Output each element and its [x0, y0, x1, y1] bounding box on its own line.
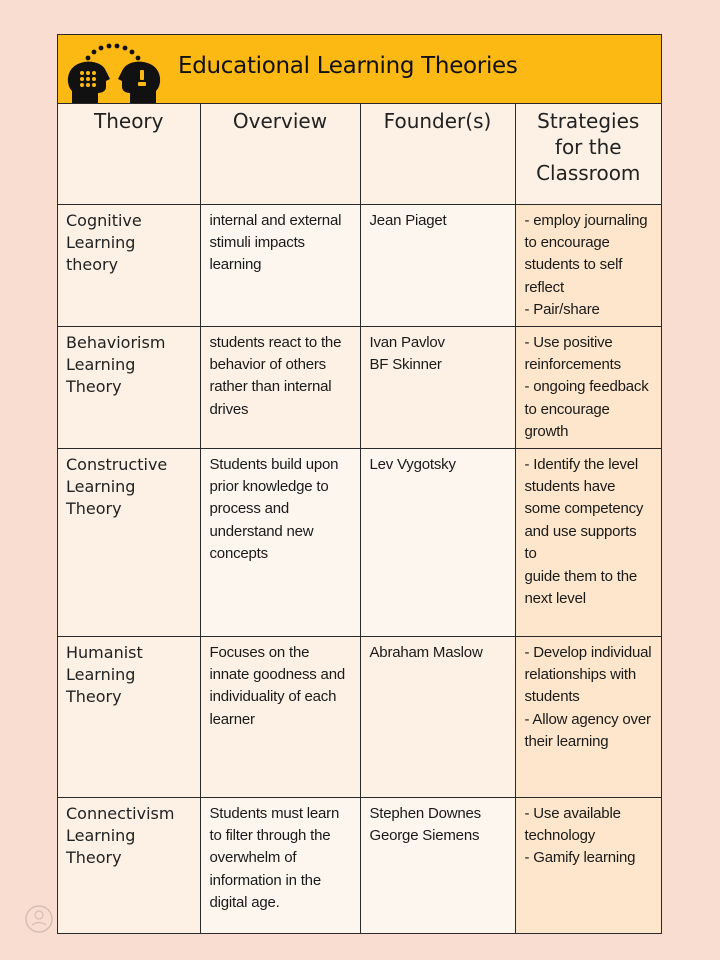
table-row — [58, 204, 661, 326]
theory-name: Cognitive Learning theory — [58, 204, 200, 326]
table-row — [58, 797, 661, 933]
header-row — [58, 104, 661, 204]
overview-cell: internal and external stimuli impacts learning — [200, 204, 360, 326]
header-strategies: Strategies for the Classroom — [515, 104, 661, 204]
strategy-cell: - Develop individual relationships with students - Allow agency over their learning — [515, 636, 661, 797]
header-founders: Founder(s) — [360, 104, 515, 204]
header-overview: Overview — [200, 104, 360, 204]
strategy-cell: - Use positive reinforcements - ongoing feedback to encourage growth — [515, 326, 661, 448]
page-title: Educational Learning Theories — [178, 53, 518, 79]
table-row — [58, 448, 661, 636]
theories-table — [58, 104, 661, 933]
strategy-cell: - employ journaling to encourage students to self reflect - Pair/share — [515, 204, 661, 326]
strategy-cell: - Use available technology - Gamify learning — [515, 797, 661, 933]
table-row — [58, 636, 661, 797]
overview-cell: students react to the behavior of others rather than internal drives — [200, 326, 360, 448]
theory-name: Constructive Learning Theory — [58, 448, 200, 636]
theory-name: Behaviorism Learning Theory — [58, 326, 200, 448]
founder-cell: Lev Vygotsky — [360, 448, 515, 636]
header-theory: Theory — [58, 104, 200, 204]
founder-cell: Jean Piaget — [360, 204, 515, 326]
founder-cell: Abraham Maslow — [360, 636, 515, 797]
theory-chart — [57, 34, 662, 934]
watermark-seal-icon — [24, 904, 54, 934]
title-banner — [58, 35, 661, 104]
overview-cell: Focuses on the innate goodness and individuality of each learner — [200, 636, 360, 797]
two-heads-icon — [64, 41, 164, 103]
overview-cell: Students build upon prior knowledge to process and understand new concepts — [200, 448, 360, 636]
strategy-cell: - Identify the level students have some competency and use supports to guide them to the next level — [515, 448, 661, 636]
theory-name: Humanist Learning Theory — [58, 636, 200, 797]
overview-cell: Students must learn to filter through the overwhelm of information in the digital age. — [200, 797, 360, 933]
table-row — [58, 326, 661, 448]
founder-cell: Stephen Downes George Siemens — [360, 797, 515, 933]
founder-cell: Ivan Pavlov BF Skinner — [360, 326, 515, 448]
theory-name: Connectivism Learning Theory — [58, 797, 200, 933]
